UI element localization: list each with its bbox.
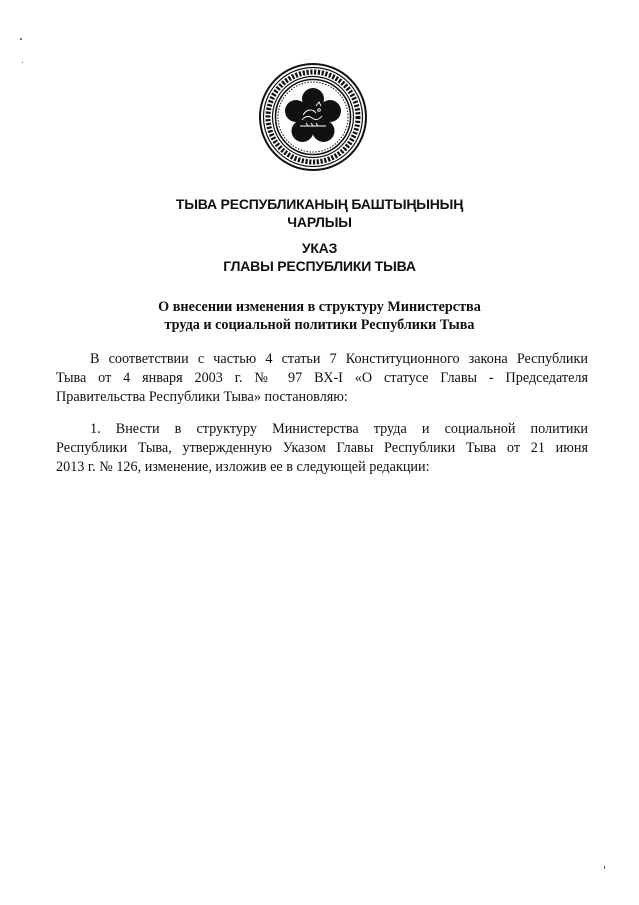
header-tyvan-line1: ТЫВА РЕСПУБЛИКАНЫҢ БАШТЫҢЫНЫҢ bbox=[175, 196, 464, 212]
header-russian-line2: ГЛАВЫ РЕСПУБЛИКИ ТЫВА bbox=[223, 258, 416, 274]
header-tyvan-line2: ЧАРЛЫЫ bbox=[287, 214, 352, 230]
paragraph-line: 1. Внести в структуру Министерства труда и социальной политики bbox=[90, 421, 588, 437]
decree-title bbox=[0, 298, 639, 334]
scan-speck bbox=[604, 866, 605, 869]
scan-speck bbox=[22, 62, 23, 63]
paragraph-line: В соответствии с частью 4 статьи 7 Конституционного закона Республики bbox=[90, 351, 588, 367]
scan-speck bbox=[20, 38, 22, 40]
paragraph-item-1 bbox=[56, 420, 588, 477]
tyva-coat-of-arms-icon bbox=[258, 62, 368, 172]
decree-title-line2: труда и социальной политики Республики Тыва bbox=[164, 317, 475, 333]
paragraph-line: Правительства Республики Тыва» постановляю: bbox=[56, 389, 348, 405]
paragraph-line: 2013 г. № 126, изменение, изложив ее в следующей редакции: bbox=[56, 459, 430, 475]
paragraph-line: Республики Тыва, утвержденную Указом Главы Республики Тыва от 21 июня bbox=[56, 440, 588, 456]
paragraph-line: Тыва от 4 января 2003 г. № 97 ВХ-I «О статусе Главы - Председателя bbox=[56, 370, 588, 386]
header-russian bbox=[0, 239, 639, 275]
decree-title-line1: О внесении изменения в структуру Министерства bbox=[158, 299, 481, 315]
header-tyvan bbox=[0, 195, 639, 231]
header-russian-line1: УКАЗ bbox=[301, 240, 338, 256]
paragraph-preamble bbox=[56, 350, 588, 407]
